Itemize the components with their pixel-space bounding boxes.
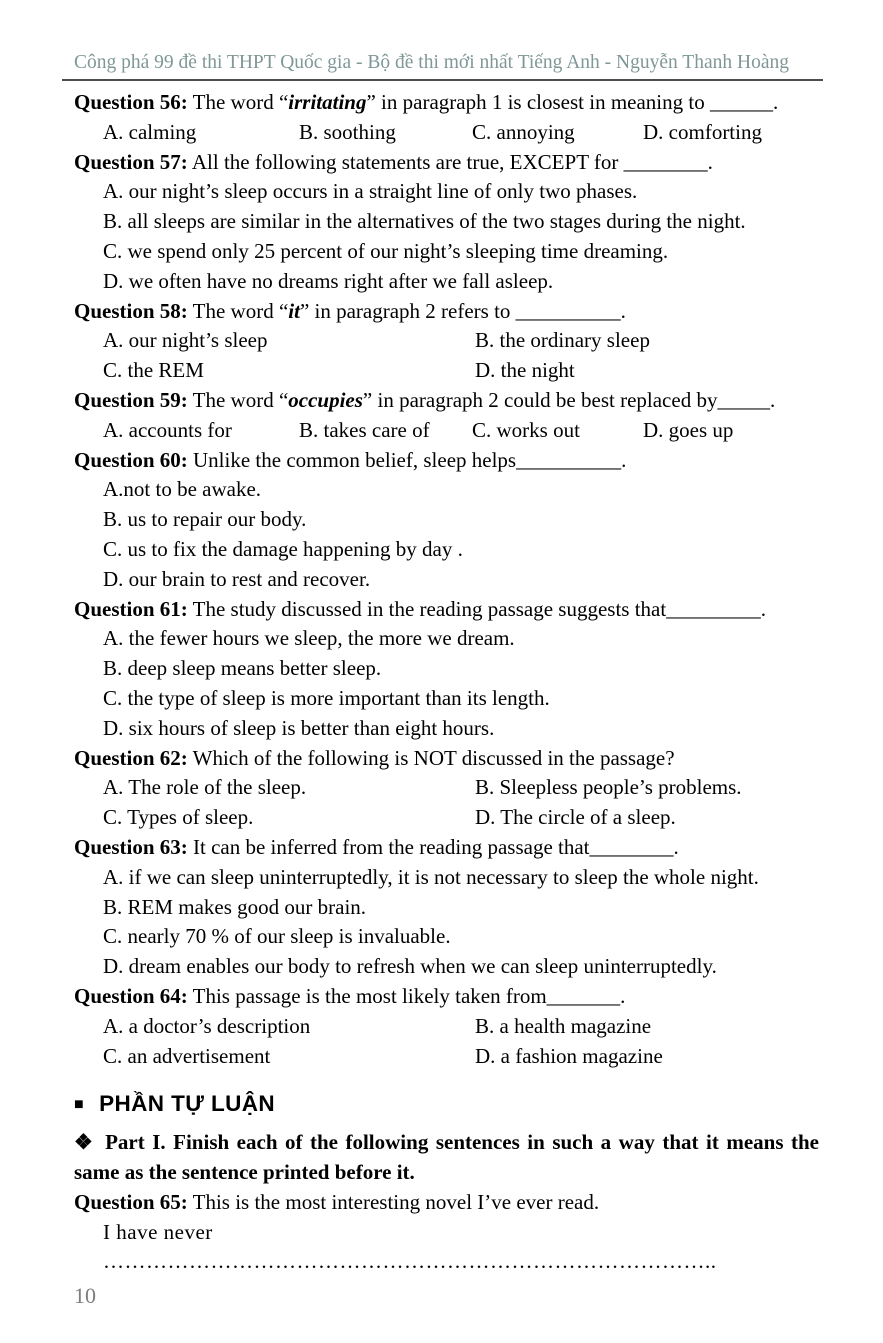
- question-65-answer-line: I have never …………………………………………………………………………..: [103, 1219, 717, 1274]
- page-header: [0, 0, 883, 76]
- option-d: D. our brain to rest and recover.: [103, 566, 371, 591]
- stem-text: The word “: [187, 298, 289, 323]
- option-b: B. soothing: [299, 119, 396, 144]
- option-a: A. The role of the sleep.: [103, 775, 307, 800]
- question-58-stem: [74, 297, 819, 327]
- option-c: C. the REM: [103, 358, 204, 383]
- stem-text: Which of the following is NOT discussed in the passage?: [187, 745, 675, 770]
- section-heading-text: PHẦN TỰ LUẬN: [99, 1091, 276, 1117]
- question-59-stem: [74, 386, 819, 416]
- question-64-options-row2: [74, 1042, 819, 1072]
- question-62-stem: [74, 744, 819, 774]
- question-58-options-row2: [74, 356, 819, 386]
- question-64-options-row1: [74, 1012, 819, 1042]
- option-b: B. Sleepless people’s problems.: [475, 775, 742, 800]
- question-56-stem: [74, 88, 819, 118]
- option-b: B. takes care of: [299, 417, 430, 442]
- page-content: [0, 81, 883, 1310]
- option-b: B. all sleeps are similar in the alternatives of the two stages during the night.: [103, 209, 746, 234]
- option-a: A. our night’s sleep occurs in a straight line of only two phases.: [103, 179, 638, 204]
- stem-text: The study discussed in the reading passage suggests that_________.: [187, 596, 766, 621]
- stem-text: The word “: [187, 90, 289, 114]
- question-59-options: [74, 416, 819, 446]
- option-a: A. accounts for: [103, 417, 232, 442]
- option-b: B. the ordinary sleep: [475, 328, 650, 353]
- option-d: D. goes up: [643, 417, 734, 442]
- question-60-label: Question 60:: [74, 447, 188, 472]
- option-d: D. six hours of sleep is better than eight hours.: [103, 715, 495, 740]
- question-62-label: Question 62:: [74, 745, 188, 770]
- stem-text: This is the most interesting novel I’ve ever read.: [187, 1189, 600, 1214]
- question-57-stem: [74, 148, 819, 178]
- option-d: D. The circle of a sleep.: [475, 805, 676, 830]
- section-heading: [74, 1089, 819, 1120]
- option-c: C. us to fix the damage happening by day .: [103, 536, 463, 561]
- stem-text: ” in paragraph 2 refers to __________.: [299, 298, 626, 323]
- option-a: A. our night’s sleep: [103, 328, 268, 353]
- part1-instruction: [74, 1128, 819, 1188]
- option-c: C. nearly 70 % of our sleep is invaluable.: [103, 924, 451, 949]
- question-65-stem: [74, 1188, 819, 1218]
- option-b: B. REM makes good our brain.: [103, 894, 367, 919]
- question-58-options-row1: [74, 326, 819, 356]
- stem-keyword: it: [288, 298, 300, 323]
- question-62-options-row1: [74, 773, 819, 803]
- stem-keyword: irritating: [288, 90, 367, 114]
- option-d: D. the night: [475, 358, 575, 383]
- stem-text: ” in paragraph 1 is closest in meaning to ______.: [366, 90, 779, 114]
- question-59-label: Question 59:: [74, 387, 188, 412]
- question-56-options: [74, 118, 819, 148]
- question-61-label: Question 61:: [74, 596, 188, 621]
- option-a: A. calming: [103, 119, 197, 144]
- diamond-bullet-icon: ❖: [74, 1130, 96, 1155]
- header-title: Công phá 99 đề thi THPT Quốc gia - Bộ đề thi mới nhất Tiếng Anh - Nguyễn Thanh Hoàng: [74, 52, 789, 73]
- option-c: C. Types of sleep.: [103, 805, 254, 830]
- question-58-label: Question 58:: [74, 298, 188, 323]
- option-d: D. comforting: [643, 119, 762, 144]
- question-56-label: Question 56:: [74, 90, 188, 114]
- question-60-stem: [74, 446, 819, 476]
- option-c: C. works out: [472, 417, 580, 442]
- question-65-label: Question 65:: [74, 1189, 188, 1214]
- option-d: D. dream enables our body to refresh when we can sleep uninterruptedly.: [103, 954, 717, 979]
- option-c: C. an advertisement: [103, 1043, 271, 1068]
- option-a: A. a doctor’s description: [103, 1013, 311, 1038]
- question-64-label: Question 64:: [74, 983, 188, 1008]
- stem-text: ” in paragraph 2 could be best replaced by_____.: [362, 387, 776, 412]
- option-b: B. us to repair our body.: [103, 507, 307, 532]
- option-b: B. a health magazine: [475, 1013, 652, 1038]
- question-64-stem: [74, 982, 819, 1012]
- option-c: C. annoying: [472, 119, 575, 144]
- square-bullet-icon: ■: [74, 1096, 85, 1114]
- question-62-options-row2: [74, 803, 819, 833]
- part1-instruction-text: Part I. Finish each of the following sentences in such a way that it means the same as the sentence printed before it.: [74, 1130, 819, 1185]
- page-number: 10: [74, 1283, 96, 1309]
- option-c: C. we spend only 25 percent of our night’s sleeping time dreaming.: [103, 238, 669, 263]
- question-63-stem: [74, 833, 819, 863]
- question-57-label: Question 57:: [74, 149, 188, 174]
- stem-text: The word “: [187, 387, 289, 412]
- stem-text: This passage is the most likely taken from_______.: [187, 983, 626, 1008]
- option-a: A. the fewer hours we sleep, the more we dream.: [103, 626, 515, 651]
- stem-text: Unlike the common belief, sleep helps__________.: [187, 447, 627, 472]
- stem-keyword: occupies: [288, 387, 363, 412]
- option-d: D. we often have no dreams right after we fall asleep.: [103, 268, 554, 293]
- stem-text: All the following statements are true, EXCEPT for ________.: [187, 149, 713, 174]
- option-c: C. the type of sleep is more important than its length.: [103, 685, 550, 710]
- stem-text: It can be inferred from the reading passage that________.: [187, 834, 679, 859]
- option-a: A.not to be awake.: [103, 477, 262, 502]
- option-b: B. deep sleep means better sleep.: [103, 656, 382, 681]
- question-61-stem: [74, 595, 819, 625]
- option-d: D. a fashion magazine: [475, 1043, 663, 1068]
- option-a: A. if we can sleep uninterruptedly, it is not necessary to sleep the whole night.: [103, 864, 759, 889]
- question-63-label: Question 63:: [74, 834, 188, 859]
